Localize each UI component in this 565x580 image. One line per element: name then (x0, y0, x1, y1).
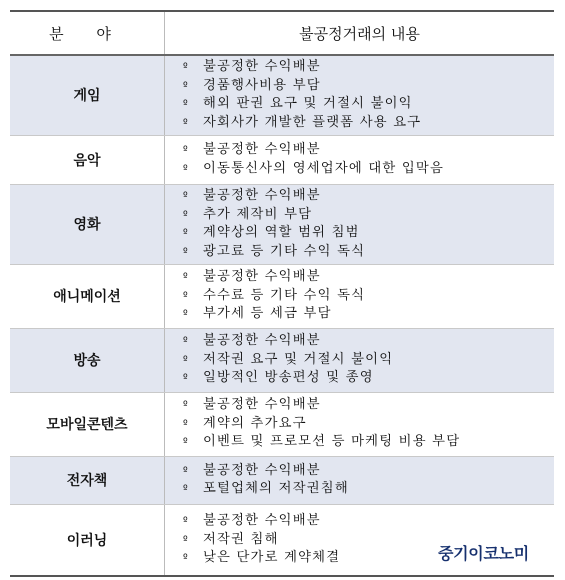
bullet-icon: º (183, 309, 189, 321)
bullet-icon: º (183, 272, 189, 284)
list-item (183, 77, 554, 96)
item-text: 수수료 등 기타 수익 독식 (203, 287, 366, 303)
list-item (183, 95, 554, 114)
table-row (10, 55, 554, 135)
items-cell (165, 456, 555, 504)
item-text: 추가 제작비 부담 (203, 206, 313, 222)
list-item (183, 114, 554, 133)
list-item (183, 512, 554, 531)
list-item (183, 243, 554, 262)
item-text: 해외 판권 요구 및 거절시 불이익 (203, 96, 413, 112)
item-text: 계약상의 역할 범위 침범 (203, 225, 360, 240)
table-row (10, 184, 554, 264)
category-cell: 방송 (10, 328, 165, 392)
items-cell (165, 135, 555, 184)
list-item (183, 480, 554, 499)
bullet-icon: º (183, 62, 189, 74)
bullet-icon: º (183, 400, 189, 412)
list-item (183, 268, 554, 287)
bullet-icon: º (183, 99, 189, 111)
header-category: 분 야 (10, 11, 165, 55)
items-cell (165, 392, 555, 456)
bullet-icon: º (183, 465, 189, 477)
unfair-trade-table (10, 10, 554, 577)
item-text: 낮은 단가로 계약체결 (203, 550, 341, 565)
table-row (10, 504, 554, 576)
list-item (183, 160, 554, 179)
bullet-icon: º (183, 117, 189, 129)
table-row (10, 328, 554, 392)
bullet-icon: º (183, 418, 189, 430)
bullet-icon: º (183, 336, 189, 348)
list-item (183, 433, 554, 452)
category-cell: 이러닝 (10, 504, 165, 576)
list-item (183, 305, 554, 324)
content-table-frame (10, 10, 554, 577)
bullet-icon: º (183, 354, 189, 366)
bullet-icon: º (183, 534, 189, 546)
list-item (183, 332, 554, 351)
table-row (10, 264, 554, 328)
item-text: 일방적인 방송편성 및 종영 (203, 370, 374, 386)
item-text: 광고료 등 기타 수익 독식 (203, 243, 366, 259)
table-row (10, 135, 554, 184)
bullet-icon: º (183, 228, 189, 239)
table-body (10, 55, 554, 576)
bullet-icon: º (183, 516, 189, 527)
table-row (10, 392, 554, 456)
item-text: 불공정한 수익배분 (203, 188, 321, 203)
items-cell (165, 328, 555, 392)
bullet-icon: º (183, 209, 189, 221)
item-text: 불공정한 수익배분 (203, 269, 321, 285)
bullet-icon: º (183, 246, 189, 258)
list-item (183, 206, 554, 225)
items-cell (165, 55, 555, 135)
header-content: 불공정거래의 내용 (165, 11, 555, 55)
item-text: 자회사가 개발한 플랫폼 사용 요구 (203, 114, 422, 130)
items-cell (165, 504, 555, 576)
list-item (183, 224, 554, 243)
list-item (183, 58, 554, 77)
item-text: 불공정한 수익배분 (203, 462, 321, 478)
bullet-icon: º (183, 145, 189, 156)
category-cell: 애니메이션 (10, 264, 165, 328)
bullet-icon: º (183, 484, 189, 495)
bullet-icon: º (183, 437, 189, 449)
category-cell: 모바일콘텐츠 (10, 392, 165, 456)
list-item (183, 462, 554, 481)
items-cell (165, 184, 555, 264)
category-cell: 영화 (10, 184, 165, 264)
category-cell: 음악 (10, 135, 165, 184)
item-text: 불공정한 수익배분 (203, 333, 321, 349)
item-text: 저작권 침해 (203, 531, 279, 547)
item-text: 이동통신사의 영세업자에 대한 입막음 (203, 160, 444, 176)
list-item (183, 369, 554, 388)
category-cell: 전자책 (10, 456, 165, 504)
bullet-icon: º (183, 191, 189, 202)
table-header-row (10, 11, 554, 55)
item-text: 저작권 요구 및 거절시 불이익 (203, 351, 394, 367)
watermark-logo: 중기이코노미 (438, 546, 529, 563)
item-text: 이벤트 및 프로모션 등 마케팅 비용 부담 (203, 434, 461, 450)
item-text: 부가세 등 세금 부담 (203, 306, 332, 322)
item-text: 포털업체의 저작권침해 (203, 481, 349, 496)
items-cell (165, 264, 555, 328)
table-row (10, 456, 554, 504)
item-text: 불공정한 수익배분 (203, 142, 321, 157)
list-item (183, 287, 554, 306)
list-item (183, 396, 554, 415)
bullet-icon: º (183, 290, 189, 302)
item-text: 불공정한 수익배분 (203, 397, 321, 413)
list-item (183, 187, 554, 206)
bullet-icon: º (183, 163, 189, 175)
list-item (183, 141, 554, 160)
list-item (183, 415, 554, 434)
item-text: 불공정한 수익배분 (203, 513, 321, 528)
bullet-icon: º (183, 373, 189, 385)
category-cell: 게임 (10, 55, 165, 135)
item-text: 불공정한 수익배분 (203, 59, 321, 75)
item-text: 경품행사비용 부담 (203, 77, 321, 93)
bullet-icon: º (183, 80, 189, 92)
list-item (183, 351, 554, 370)
item-text: 계약의 추가요구 (203, 415, 307, 431)
bullet-icon: º (183, 553, 189, 564)
